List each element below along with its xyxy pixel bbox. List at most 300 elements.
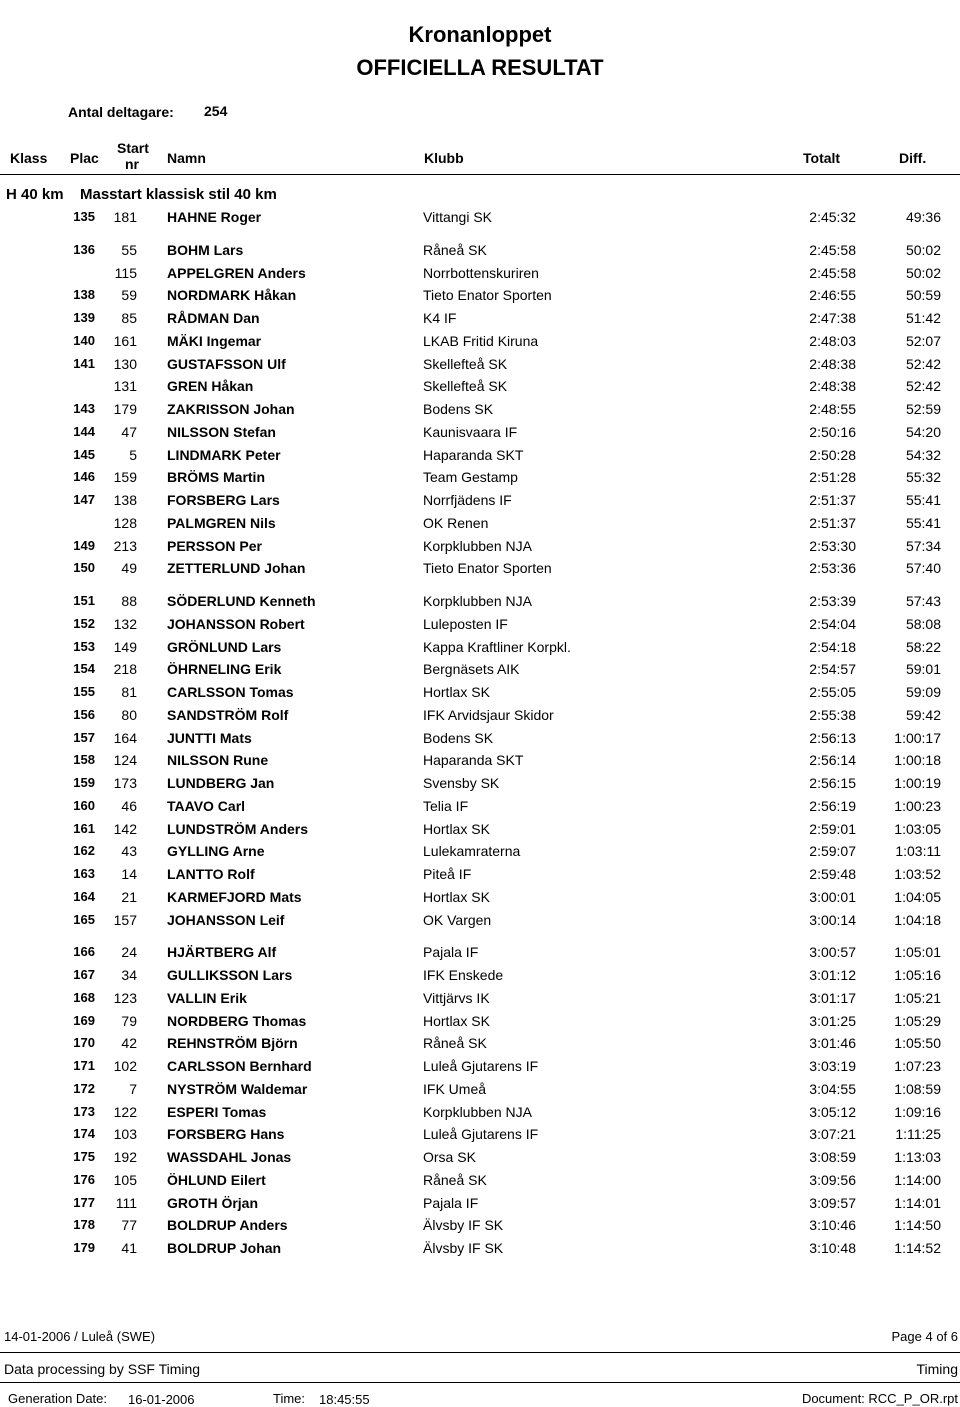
header-divider bbox=[0, 174, 960, 175]
row-club: Luleå Gjutarens IF bbox=[423, 1058, 539, 1074]
row-start-nr: 77 bbox=[121, 1217, 137, 1234]
row-start-nr: 59 bbox=[121, 287, 137, 304]
table-row bbox=[0, 661, 960, 683]
row-diff: 52:42 bbox=[905, 378, 941, 395]
row-name: NILSSON Rune bbox=[167, 752, 269, 769]
table-row bbox=[0, 310, 960, 332]
table-row bbox=[0, 639, 960, 661]
row-plac: 171 bbox=[73, 1058, 95, 1073]
row-total: 3:05:12 bbox=[809, 1103, 856, 1120]
row-club: Pajala IF bbox=[423, 1194, 479, 1211]
row-club: IFK Enskede bbox=[423, 967, 504, 983]
row-start-nr: 81 bbox=[121, 684, 137, 700]
row-total: 2:48:55 bbox=[809, 401, 856, 417]
row-name: ESPERI Tomas bbox=[167, 1103, 267, 1120]
row-name: JOHANSSON Robert bbox=[167, 615, 305, 632]
row-start-nr: 128 bbox=[113, 514, 137, 531]
footer-timing: Timing bbox=[916, 1361, 958, 1377]
row-diff: 1:05:21 bbox=[894, 989, 941, 1006]
table-row bbox=[0, 775, 960, 797]
row-club: Vittangi SK bbox=[423, 209, 493, 225]
footer-time-label: Time: bbox=[273, 1391, 306, 1406]
row-start-nr: 213 bbox=[113, 537, 137, 554]
row-start-nr: 181 bbox=[113, 209, 137, 225]
row-name: ZAKRISSON Johan bbox=[167, 401, 295, 417]
row-total: 3:00:01 bbox=[809, 888, 856, 905]
row-plac: 169 bbox=[73, 1012, 95, 1028]
row-plac: 143 bbox=[73, 401, 95, 416]
row-plac: 140 bbox=[73, 332, 95, 348]
row-total: 2:53:39 bbox=[809, 593, 856, 609]
row-plac: 164 bbox=[73, 888, 95, 904]
row-diff: 1:03:11 bbox=[895, 843, 941, 860]
row-club: Team Gestamp bbox=[423, 469, 518, 486]
table-row bbox=[0, 538, 960, 560]
row-plac: 155 bbox=[73, 684, 95, 699]
table-row bbox=[0, 515, 960, 537]
row-start-nr: 149 bbox=[113, 638, 137, 655]
row-plac: 139 bbox=[73, 310, 95, 325]
row-name: GUSTAFSSON Ulf bbox=[167, 355, 286, 372]
row-name: MÄKI Ingemar bbox=[167, 332, 262, 349]
row-name: FORSBERG Lars bbox=[167, 492, 280, 508]
row-total: 3:01:25 bbox=[809, 1012, 856, 1029]
row-plac: 136 bbox=[73, 241, 95, 257]
row-total: 3:07:21 bbox=[809, 1126, 856, 1143]
column-header-klubb: Klubb bbox=[424, 150, 464, 166]
row-diff: 1:14:01 bbox=[894, 1194, 941, 1211]
row-plac: 158 bbox=[73, 752, 95, 768]
row-club: Råneå SK bbox=[423, 1171, 487, 1188]
footer-page: Page 4 of 6 bbox=[891, 1329, 958, 1344]
row-diff: 1:08:59 bbox=[894, 1080, 941, 1097]
row-diff: 59:09 bbox=[905, 684, 941, 700]
table-row bbox=[0, 1195, 960, 1217]
row-diff: 59:42 bbox=[905, 706, 941, 723]
row-club: Svensby SK bbox=[423, 775, 500, 791]
row-club: Norrfjädens IF bbox=[423, 492, 512, 508]
row-club: Haparanda SKT bbox=[423, 446, 524, 463]
table-row bbox=[0, 424, 960, 446]
column-header-klass: Klass bbox=[10, 150, 48, 166]
row-total: 2:53:30 bbox=[809, 537, 856, 554]
row-total: 2:55:05 bbox=[809, 684, 856, 700]
row-diff: 1:05:16 bbox=[894, 967, 941, 983]
row-total: 2:48:38 bbox=[809, 355, 856, 372]
row-name: SÖDERLUND Kenneth bbox=[167, 593, 316, 609]
row-club: Tieto Enator Sporten bbox=[423, 287, 552, 304]
footer-date-place: 14-01-2006 / Luleå (SWE) bbox=[4, 1329, 156, 1344]
row-total: 2:53:36 bbox=[809, 560, 856, 577]
participants-label: Antal deltagare: bbox=[68, 104, 174, 120]
row-total: 3:00:14 bbox=[809, 911, 856, 928]
table-row bbox=[0, 1081, 960, 1103]
row-plac: 141 bbox=[73, 355, 95, 371]
row-start-nr: 41 bbox=[121, 1240, 137, 1256]
row-name: GULLIKSSON Lars bbox=[167, 967, 293, 983]
row-total: 2:51:37 bbox=[809, 492, 856, 508]
row-total: 2:46:55 bbox=[809, 287, 856, 304]
row-start-nr: 161 bbox=[113, 332, 137, 349]
row-name: NYSTRÖM Waldemar bbox=[167, 1080, 308, 1097]
row-total: 2:48:03 bbox=[809, 332, 856, 349]
column-header-plac: Plac bbox=[70, 150, 99, 166]
row-name: BOLDRUP Anders bbox=[167, 1217, 288, 1234]
row-total: 2:45:58 bbox=[809, 241, 856, 258]
table-row bbox=[0, 287, 960, 309]
row-plac: 163 bbox=[73, 866, 95, 881]
table-row bbox=[0, 1217, 960, 1239]
row-plac: 166 bbox=[73, 944, 95, 960]
row-name: BOHM Lars bbox=[167, 241, 244, 258]
row-diff: 1:03:52 bbox=[894, 866, 941, 882]
row-name: FORSBERG Hans bbox=[167, 1126, 285, 1143]
footer-generation-label: Generation Date: bbox=[8, 1391, 108, 1406]
row-start-nr: 124 bbox=[113, 752, 137, 769]
row-name: CARLSSON Bernhard bbox=[167, 1058, 312, 1074]
row-diff: 50:02 bbox=[905, 264, 941, 281]
row-total: 3:08:59 bbox=[809, 1149, 856, 1165]
row-name: REHNSTRÖM Björn bbox=[167, 1035, 298, 1052]
table-row bbox=[0, 242, 960, 264]
row-start-nr: 21 bbox=[121, 888, 137, 905]
row-diff: 1:09:16 bbox=[894, 1103, 941, 1120]
row-plac: 173 bbox=[73, 1103, 95, 1119]
row-diff: 55:41 bbox=[905, 492, 941, 508]
class-name: Masstart klassisk stil 40 km bbox=[80, 186, 277, 203]
row-club: Piteå IF bbox=[423, 866, 472, 882]
column-header-diff: Diff. bbox=[899, 150, 927, 166]
table-row bbox=[0, 1013, 960, 1035]
row-club: K4 IF bbox=[423, 310, 457, 326]
row-start-nr: 122 bbox=[113, 1103, 137, 1120]
row-total: 2:47:38 bbox=[809, 310, 856, 326]
row-name: BRÖMS Martin bbox=[167, 469, 265, 486]
table-row bbox=[0, 593, 960, 615]
table-row bbox=[0, 798, 960, 820]
row-name: ÖHLUND Eilert bbox=[167, 1171, 266, 1188]
row-club: Norrbottenskuriren bbox=[423, 264, 539, 281]
row-total: 2:54:04 bbox=[809, 615, 856, 632]
row-club: Orsa SK bbox=[423, 1149, 476, 1165]
row-diff: 52:07 bbox=[905, 332, 941, 349]
row-name: RÅDMAN Dan bbox=[167, 310, 260, 326]
row-name: NORDMARK Håkan bbox=[167, 287, 297, 304]
class-code: H 40 km bbox=[6, 186, 64, 203]
row-diff: 1:05:01 bbox=[894, 944, 941, 961]
row-name: VALLIN Erik bbox=[167, 989, 247, 1006]
row-plac: 157 bbox=[73, 729, 95, 745]
row-total: 2:45:58 bbox=[809, 264, 856, 281]
footer-document: Document: RCC_P_OR.rpt bbox=[801, 1391, 958, 1406]
row-club: Bergnäsets AIK bbox=[423, 661, 520, 678]
table-row bbox=[0, 560, 960, 582]
row-start-nr: 111 bbox=[115, 1194, 137, 1211]
table-row bbox=[0, 1126, 960, 1148]
row-club: Korpklubben NJA bbox=[423, 537, 532, 554]
row-club: IFK Arvidsjaur Skidor bbox=[423, 706, 554, 723]
footer-data-processing: Data processing by SSF Timing bbox=[4, 1361, 201, 1377]
row-start-nr: 192 bbox=[113, 1149, 137, 1165]
row-total: 2:56:14 bbox=[809, 752, 856, 769]
row-diff: 1:14:00 bbox=[894, 1171, 941, 1188]
row-start-nr: 47 bbox=[121, 423, 137, 440]
row-total: 3:04:55 bbox=[809, 1080, 856, 1097]
row-plac: 167 bbox=[73, 967, 95, 982]
row-club: Skellefteå SK bbox=[423, 355, 508, 372]
row-start-nr: 49 bbox=[121, 560, 137, 577]
row-plac: 162 bbox=[73, 843, 95, 859]
row-start-nr: 103 bbox=[113, 1126, 137, 1143]
row-name: TAAVO Carl bbox=[167, 797, 246, 814]
row-club: Kappa Kraftliner Korpkl. bbox=[423, 638, 571, 655]
row-plac: 165 bbox=[73, 911, 95, 927]
table-row bbox=[0, 1058, 960, 1080]
row-name: ZETTERLUND Johan bbox=[167, 560, 306, 577]
row-name: BOLDRUP Johan bbox=[167, 1240, 282, 1256]
row-plac: 159 bbox=[73, 775, 95, 790]
row-name: KARMEFJORD Mats bbox=[167, 888, 302, 905]
row-start-nr: 42 bbox=[121, 1035, 137, 1052]
row-start-nr: 43 bbox=[121, 843, 137, 860]
row-plac: 147 bbox=[73, 492, 95, 507]
row-start-nr: 79 bbox=[121, 1012, 137, 1029]
row-start-nr: 24 bbox=[121, 944, 137, 961]
row-name: GYLLING Arne bbox=[167, 843, 265, 860]
row-club: Älvsby IF SK bbox=[423, 1240, 504, 1256]
row-name: GRÖNLUND Lars bbox=[167, 638, 282, 655]
row-total: 3:09:57 bbox=[809, 1194, 856, 1211]
column-header-totalt: Totalt bbox=[803, 150, 841, 166]
column-header-start: Start bbox=[117, 140, 149, 156]
row-diff: 1:04:05 bbox=[894, 888, 941, 905]
row-diff: 55:32 bbox=[905, 469, 941, 486]
row-plac: 156 bbox=[73, 706, 95, 722]
row-club: Hortlax SK bbox=[423, 684, 490, 700]
table-row bbox=[0, 209, 960, 231]
row-plac: 176 bbox=[73, 1171, 95, 1187]
row-diff: 57:43 bbox=[905, 593, 941, 609]
row-plac: 178 bbox=[73, 1217, 95, 1233]
row-plac: 153 bbox=[73, 638, 95, 654]
table-row bbox=[0, 684, 960, 706]
row-diff: 1:04:18 bbox=[894, 911, 941, 928]
row-start-nr: 34 bbox=[121, 967, 137, 983]
table-row bbox=[0, 447, 960, 469]
table-row bbox=[0, 1104, 960, 1126]
row-total: 3:01:17 bbox=[809, 989, 856, 1006]
row-club: Skellefteå SK bbox=[423, 378, 508, 395]
row-start-nr: 132 bbox=[113, 615, 137, 632]
row-diff: 1:00:19 bbox=[894, 775, 941, 791]
table-row bbox=[0, 378, 960, 400]
row-club: OK Renen bbox=[423, 514, 489, 531]
row-name: ÖHRNELING Erik bbox=[167, 661, 282, 678]
row-total: 2:48:38 bbox=[809, 378, 856, 395]
row-club: Lulekamraterna bbox=[423, 843, 521, 860]
table-row bbox=[0, 889, 960, 911]
row-club: Råneå SK bbox=[423, 1035, 487, 1052]
row-plac: 168 bbox=[73, 989, 95, 1005]
footer-divider-top bbox=[0, 1352, 960, 1353]
row-diff: 52:59 bbox=[905, 401, 941, 417]
row-diff: 57:40 bbox=[905, 560, 941, 577]
row-plac: 138 bbox=[73, 287, 95, 303]
row-club: IFK Umeå bbox=[423, 1080, 487, 1097]
row-total: 2:55:38 bbox=[809, 706, 856, 723]
row-start-nr: 164 bbox=[113, 729, 137, 746]
row-start-nr: 7 bbox=[129, 1080, 137, 1097]
row-start-nr: 46 bbox=[121, 797, 137, 814]
table-row bbox=[0, 912, 960, 934]
row-club: Hortlax SK bbox=[423, 820, 490, 837]
row-plac: 174 bbox=[73, 1126, 95, 1142]
row-total: 2:45:32 bbox=[809, 209, 856, 225]
row-start-nr: 179 bbox=[113, 401, 137, 417]
row-start-nr: 131 bbox=[113, 378, 137, 395]
row-total: 2:54:18 bbox=[809, 638, 856, 655]
row-diff: 1:11:25 bbox=[895, 1126, 941, 1143]
row-name: WASSDAHL Jonas bbox=[167, 1149, 292, 1165]
row-start-nr: 85 bbox=[121, 310, 137, 326]
row-diff: 52:42 bbox=[905, 355, 941, 372]
row-total: 2:56:15 bbox=[809, 775, 856, 791]
row-start-nr: 159 bbox=[113, 469, 137, 486]
row-name: JOHANSSON Leif bbox=[167, 911, 285, 928]
row-plac: 175 bbox=[73, 1149, 95, 1164]
row-start-nr: 130 bbox=[113, 355, 137, 372]
row-plac: 152 bbox=[73, 615, 95, 631]
row-plac: 179 bbox=[73, 1240, 95, 1255]
row-name: GROTH Örjan bbox=[167, 1194, 259, 1211]
row-plac: 154 bbox=[73, 661, 95, 677]
row-total: 2:59:01 bbox=[809, 820, 856, 837]
column-header-namn: Namn bbox=[167, 150, 206, 166]
row-diff: 58:22 bbox=[905, 638, 941, 655]
row-diff: 51:42 bbox=[905, 310, 941, 326]
table-row bbox=[0, 492, 960, 514]
row-start-nr: 157 bbox=[113, 911, 137, 928]
table-row bbox=[0, 752, 960, 774]
row-plac: 150 bbox=[73, 560, 95, 576]
row-total: 2:51:37 bbox=[809, 514, 856, 531]
row-plac: 177 bbox=[73, 1194, 95, 1210]
row-club: Bodens SK bbox=[423, 401, 494, 417]
row-diff: 1:13:03 bbox=[894, 1149, 941, 1165]
page-title: Kronanloppet bbox=[408, 22, 552, 47]
row-start-nr: 173 bbox=[113, 775, 137, 791]
row-total: 3:10:48 bbox=[809, 1240, 856, 1256]
row-start-nr: 80 bbox=[121, 706, 137, 723]
table-row bbox=[0, 990, 960, 1012]
table-row bbox=[0, 333, 960, 355]
row-diff: 1:00:17 bbox=[894, 729, 941, 746]
table-row bbox=[0, 1172, 960, 1194]
row-name: APPELGREN Anders bbox=[167, 264, 306, 281]
row-club: Korpklubben NJA bbox=[423, 593, 532, 609]
row-diff: 50:59 bbox=[905, 287, 941, 304]
footer-generation-date: 16-01-2006 bbox=[128, 1392, 195, 1407]
row-diff: 58:08 bbox=[905, 615, 941, 632]
row-name: PERSSON Per bbox=[167, 537, 262, 554]
row-club: LKAB Fritid Kiruna bbox=[423, 332, 539, 349]
row-club: Telia IF bbox=[423, 797, 469, 814]
row-diff: 1:03:05 bbox=[894, 820, 941, 837]
row-diff: 55:41 bbox=[905, 514, 941, 531]
row-plac: 170 bbox=[73, 1035, 95, 1051]
row-club: Kaunisvaara IF bbox=[423, 423, 518, 440]
row-diff: 1:00:18 bbox=[894, 752, 941, 769]
column-header-nr: nr bbox=[125, 156, 139, 172]
row-total: 3:00:57 bbox=[809, 944, 856, 961]
table-row bbox=[0, 821, 960, 843]
row-plac: 160 bbox=[73, 797, 95, 813]
row-name: GREN Håkan bbox=[167, 378, 254, 395]
row-name: CARLSSON Tomas bbox=[167, 684, 294, 700]
table-row bbox=[0, 944, 960, 966]
row-plac: 135 bbox=[73, 209, 95, 224]
table-row bbox=[0, 469, 960, 491]
row-diff: 1:14:50 bbox=[894, 1217, 941, 1234]
row-total: 2:56:13 bbox=[809, 729, 856, 746]
row-total: 3:09:56 bbox=[809, 1171, 856, 1188]
row-total: 2:54:57 bbox=[809, 661, 856, 678]
row-start-nr: 115 bbox=[114, 264, 137, 281]
row-name: LUNDBERG Jan bbox=[167, 775, 275, 791]
row-club: Bodens SK bbox=[423, 729, 494, 746]
row-total: 2:59:48 bbox=[809, 866, 856, 882]
table-row bbox=[0, 401, 960, 423]
row-name: SANDSTRÖM Rolf bbox=[167, 706, 289, 723]
row-club: OK Vargen bbox=[423, 911, 492, 928]
row-diff: 1:05:50 bbox=[894, 1035, 941, 1052]
row-name: HJÄRTBERG Alf bbox=[167, 944, 277, 961]
row-plac: 161 bbox=[73, 820, 95, 836]
row-total: 3:01:12 bbox=[809, 967, 856, 983]
row-club: Luleposten IF bbox=[423, 615, 508, 632]
participants-value: 254 bbox=[204, 103, 228, 119]
row-club: Älvsby IF SK bbox=[423, 1217, 504, 1234]
row-plac: 145 bbox=[73, 446, 95, 462]
table-row bbox=[0, 730, 960, 752]
row-club: Hortlax SK bbox=[423, 888, 490, 905]
row-name: NILSSON Stefan bbox=[167, 423, 276, 440]
row-plac: 172 bbox=[73, 1080, 95, 1096]
page-subtitle: OFFICIELLA RESULTAT bbox=[356, 55, 604, 80]
row-plac: 146 bbox=[73, 469, 95, 485]
row-club: Hortlax SK bbox=[423, 1012, 490, 1029]
row-name: LANTTO Rolf bbox=[167, 866, 255, 882]
row-start-nr: 88 bbox=[121, 593, 137, 609]
row-name: NORDBERG Thomas bbox=[167, 1012, 307, 1029]
row-plac: 144 bbox=[73, 423, 95, 439]
row-start-nr: 5 bbox=[129, 446, 137, 463]
table-row bbox=[0, 967, 960, 989]
row-diff: 1:05:29 bbox=[894, 1012, 941, 1029]
row-total: 3:10:46 bbox=[809, 1217, 856, 1234]
row-diff: 57:34 bbox=[905, 537, 941, 554]
row-start-nr: 14 bbox=[121, 866, 137, 882]
table-row bbox=[0, 866, 960, 888]
row-start-nr: 105 bbox=[113, 1171, 137, 1188]
row-name: HAHNE Roger bbox=[167, 209, 262, 225]
row-start-nr: 102 bbox=[113, 1058, 137, 1074]
table-row bbox=[0, 265, 960, 287]
row-total: 3:03:19 bbox=[809, 1058, 856, 1074]
row-club: Haparanda SKT bbox=[423, 752, 524, 769]
table-row bbox=[0, 616, 960, 638]
table-row bbox=[0, 356, 960, 378]
